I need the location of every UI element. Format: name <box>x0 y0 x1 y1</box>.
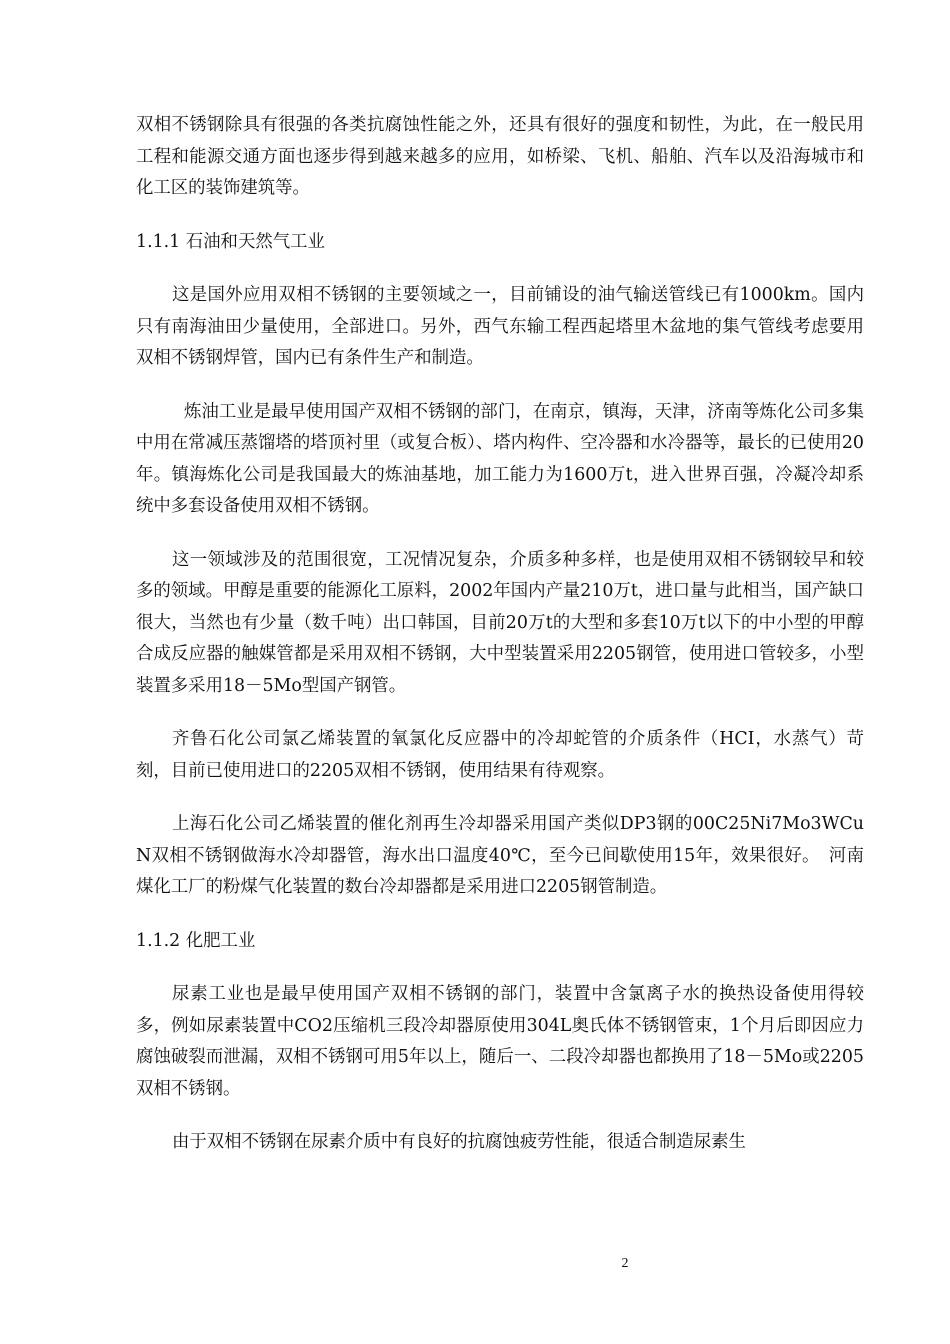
paragraph-1: 双相不锈钢除具有很强的各类抗腐蚀性能之外，还具有很好的强度和韧性，为此，在一般民用工程和能源交通方面也逐步得到越来越多的应用，如桥梁、飞机、船舶、汽车以及沿海城市和化工区的装饰建筑等。 <box>136 115 864 198</box>
document-body <box>136 110 864 1181</box>
section-heading-1-1-2: 1.1.2 化肥工业 <box>136 930 256 951</box>
page-number: 2 <box>621 1256 629 1271</box>
paragraph-3: 炼油工业是最早使用国产双相不锈钢的部门，在南京，镇海，天津，济南等炼化公司多集中用在常减压蒸馏塔的塔顶衬里（或复合板）、塔内构件、空冷器和水冷器等，最长的已使用20年。镇海炼化公司是我国最大的炼油基地，加工能力为1600万t，进入世界百强，冷凝冷却系统中多套设备使用双相不锈钢。 <box>136 401 864 516</box>
paragraph-4: 这一领域涉及的范围很宽，工况情况复杂，介质多种多样，也是使用双相不锈钢较早和较多的领域。甲醇是重要的能源化工原料，2002年国内产量210万t，进口量与此相当，国产缺口很大，当然也有少量（数千吨）出口韩国，目前20万t的大型和多套10万t以下的中小型的甲醇合成反应器的触媒管都是采用双相不锈钢，大中型装置采用2205钢管，使用进口管较多，小型装置多采用18－5Mo型国产钢管。 <box>136 549 864 696</box>
paragraph-2: 这是国外应用双相不锈钢的主要领域之一，目前铺设的油气输送管线已有1000km。国内只有南海油田少量使用，全部进口。另外，西气东输工程西起塔里木盆地的集气管线考虑要用双相不锈钢焊管，国内已有条件生产和制造。 <box>136 285 864 368</box>
paragraph-6: 上海石化公司乙烯装置的催化剂再生冷却器采用国产类似DP3钢的00C25Ni7Mo3WCuN双相不锈钢做海水冷却器管，海水出口温度40℃，至今已间歇使用15年，效果很好。 河南煤化工厂的粉煤气化装置的数台冷却器都是采用进口2205钢管制造。 <box>136 814 864 897</box>
paragraph-8: 由于双相不锈钢在尿素介质中有良好的抗腐蚀疲劳性能，很适合制造尿素生 <box>172 1132 746 1152</box>
paragraph-7: 尿素工业也是最早使用国产双相不锈钢的部门，装置中含氯离子水的换热设备使用得较多，例如尿素装置中CO2压缩机三段冷却器原使用304L奥氏体不锈钢管束，1个月后即因应力腐蚀破裂而泄漏，双相不锈钢可用5年以上，随后一、二段冷却器也都换用了18－5Mo或2205双相不锈钢。 <box>136 984 864 1099</box>
paragraph-5: 齐鲁石化公司氯乙烯装置的氧氯化反应器中的冷却蛇管的介质条件（HCI，水蒸气）苛刻，目前已使用进口的2205双相不锈钢，使用结果有待观察。 <box>136 729 864 781</box>
section-heading-1-1-1: 1.1.1 石油和天然气工业 <box>136 231 325 252</box>
